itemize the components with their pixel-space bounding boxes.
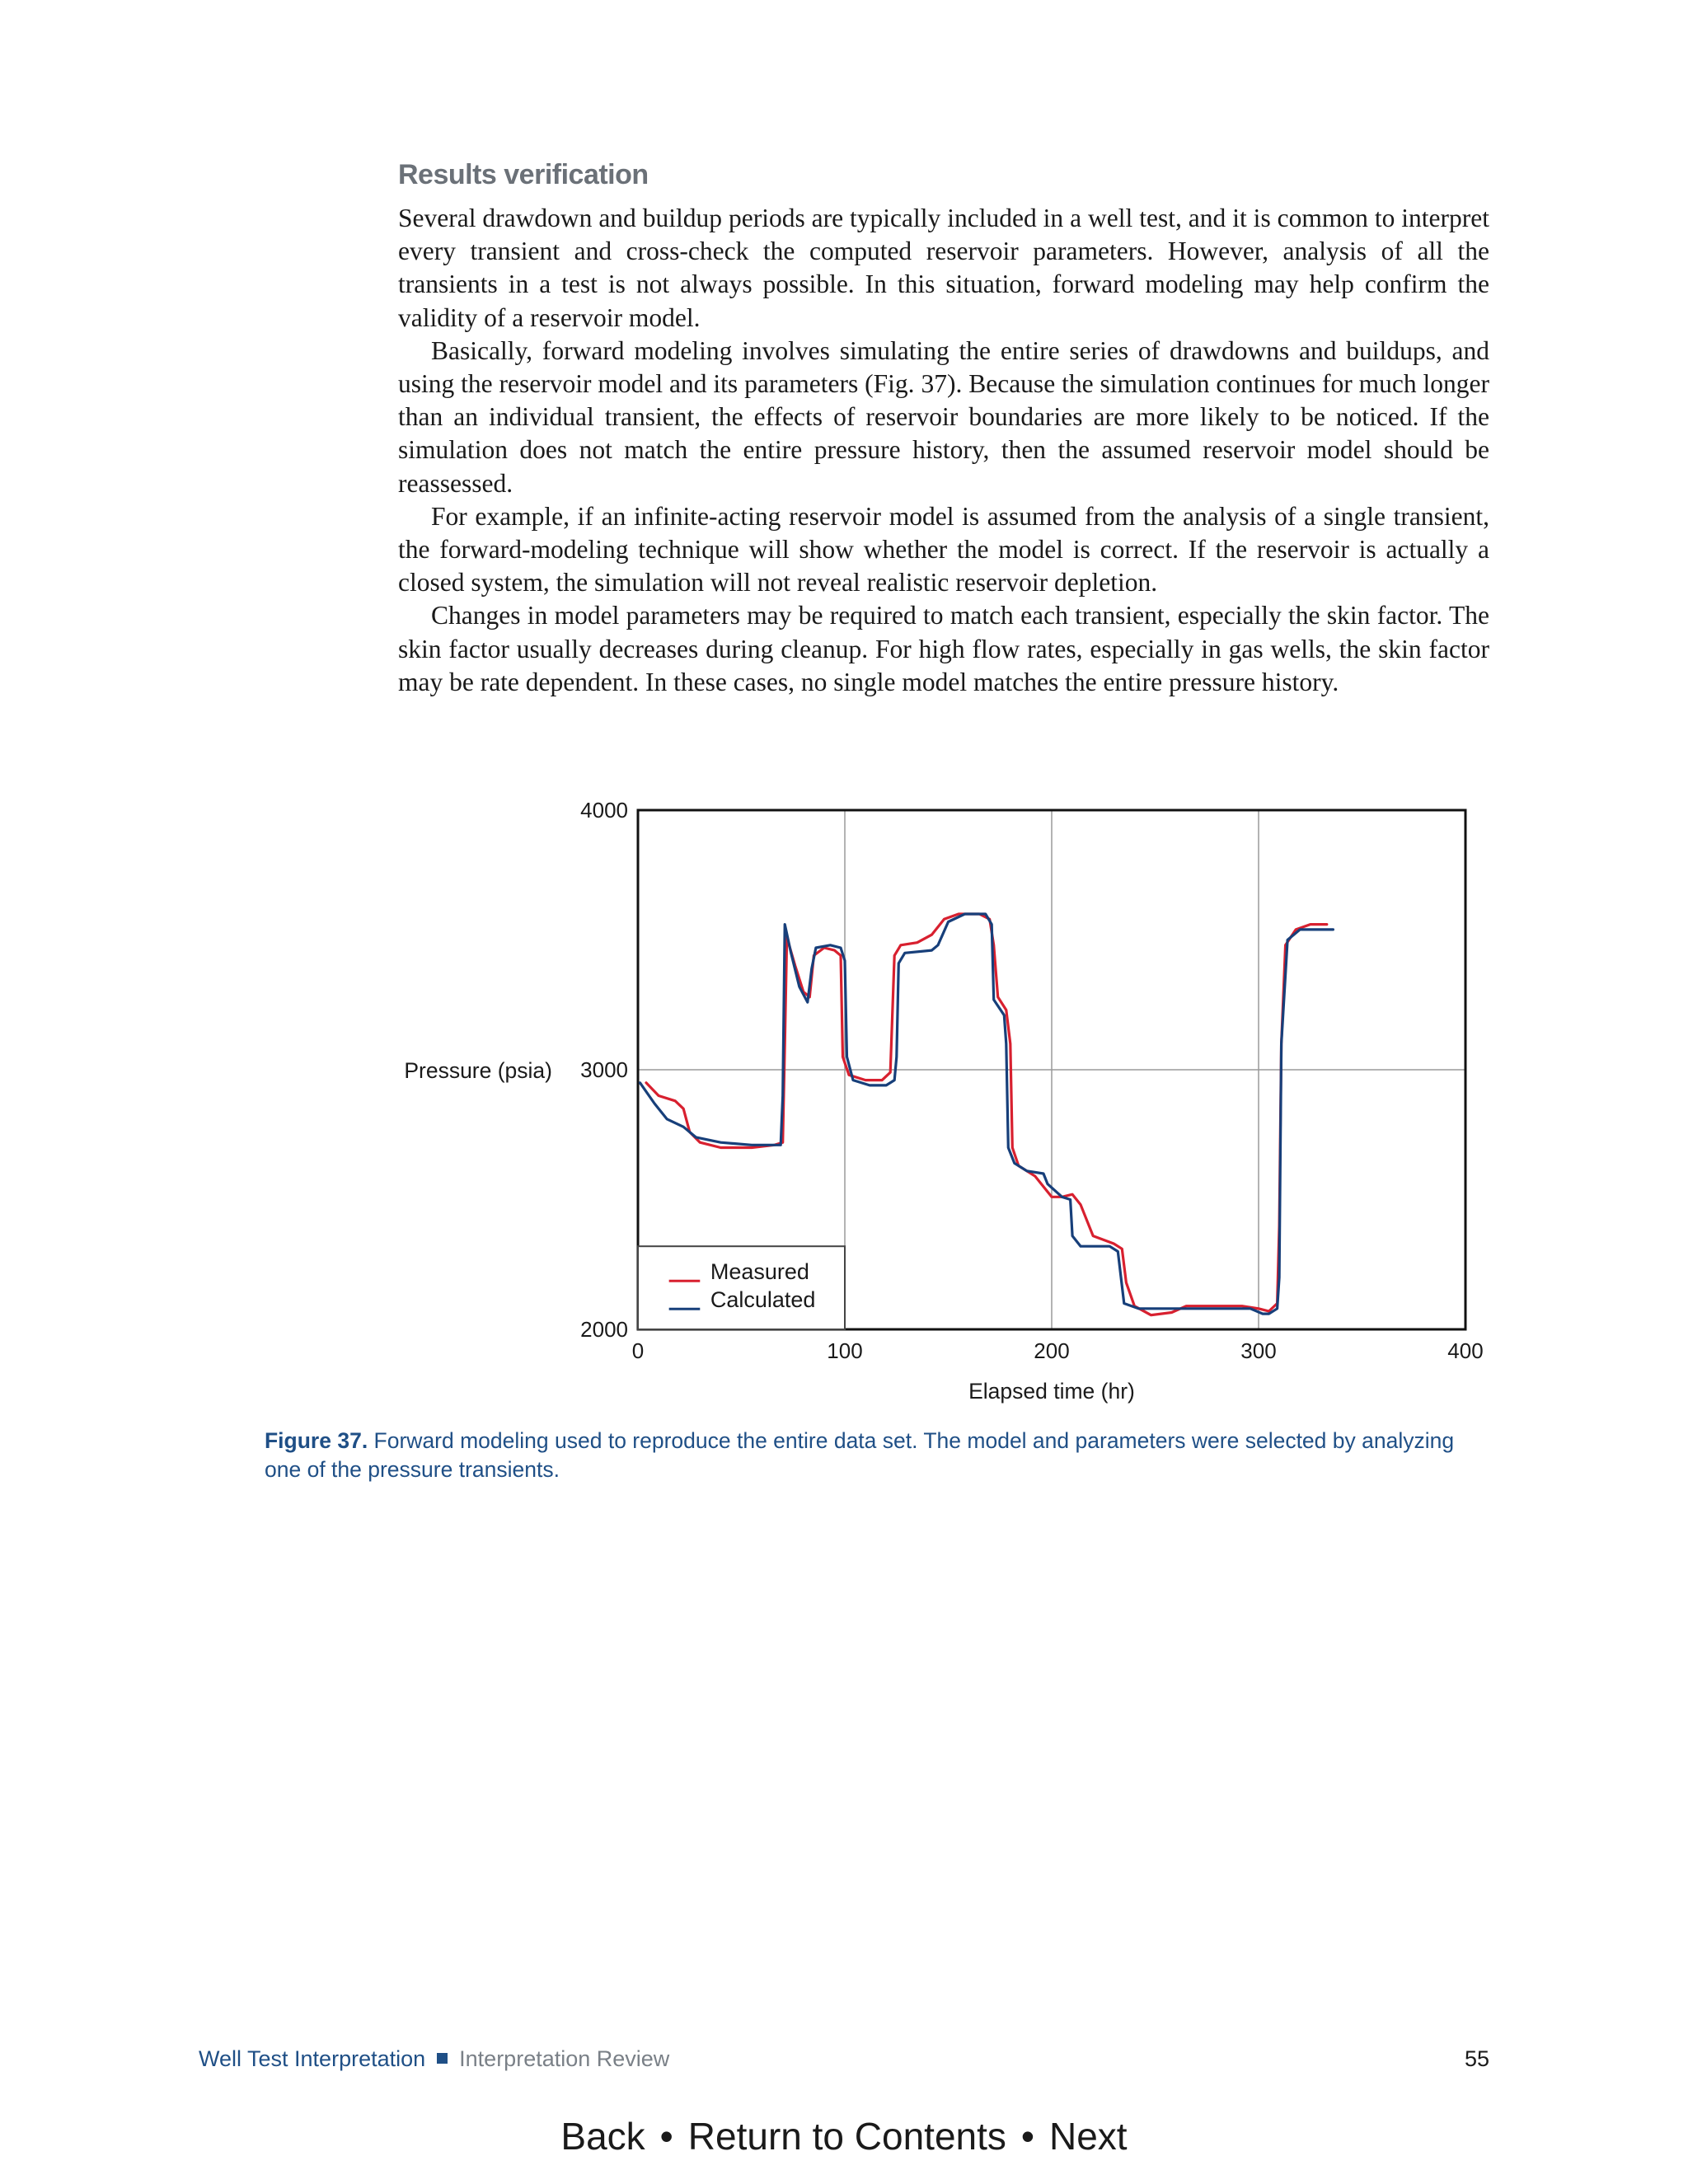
paragraph-1: Several drawdown and buildup periods are typically included in a well test, and it is common to interpret every transient and cross-check the computed reservoir parameters. However, analysis of all the transients in a test is not always possible. In this situation, forward modeling may help confirm the validity of a reservoir model. (398, 204, 1489, 332)
next-link[interactable]: Next (1049, 2115, 1128, 2158)
footer-book-title: Well Test Interpretation (199, 2046, 426, 2071)
x-tick-label: 200 (1034, 1338, 1070, 1363)
nav-separator: • (659, 2115, 673, 2158)
footer-section-name: Interpretation Review (459, 2046, 670, 2071)
page-navigation (0, 2114, 1688, 2158)
legend-label-measured: Measured (710, 1259, 809, 1285)
y-tick-label: 4000 (580, 798, 628, 823)
y-tick-label: 3000 (580, 1057, 628, 1082)
legend (638, 1246, 845, 1329)
y-tick-label: 2000 (580, 1317, 628, 1342)
paragraph-3: For example, if an infinite-acting reservoir model is assumed from the analysis of a single transient, the forward-modeling technique will show whether the model is correct. If the reservoir is actually a closed system, the simulation will not reveal realistic reservoir depletion. (398, 501, 1489, 598)
figure-caption (265, 1427, 1484, 1484)
x-tick-label: 400 (1447, 1338, 1484, 1363)
page-number: 55 (1464, 2046, 1489, 2071)
page-footer (199, 2046, 1489, 2072)
figure-label: Figure 37. (265, 1428, 368, 1453)
x-tick-label: 100 (827, 1338, 863, 1363)
footer-square-separator-icon (437, 2053, 448, 2064)
figure-caption-text: Forward modeling used to reproduce the entire data set. The model and parameters were selected by analyzing one of the pressure transients. (265, 1428, 1455, 1482)
paragraph-2: Basically, forward modeling involves simulating the entire series of drawdowns and buildups, and using the reservoir model and its parameters (Fig. 37). Because the simulation continues for much longer than an individual transient, the effects of reservoir boundaries are more likely to be noticed. If the simulation does not match the entire pressure history, then the assumed reservoir model should be reassessed. (398, 335, 1489, 498)
nav-separator: • (1020, 2115, 1034, 2158)
x-axis-label: Elapsed time (hr) (968, 1379, 1135, 1404)
back-link[interactable]: Back (560, 2115, 645, 2158)
section-heading: Results verification (398, 159, 649, 190)
x-tick-label: 300 (1240, 1338, 1277, 1363)
x-tick-label: 0 (631, 1338, 645, 1363)
legend-label-calculated: Calculated (710, 1287, 816, 1313)
return-to-contents-link[interactable]: Return to Contents (687, 2115, 1006, 2158)
y-axis-label: Pressure (psia) (404, 1058, 552, 1083)
paragraph-4: Changes in model parameters may be required to match each transient, especially the skin factor. The skin factor usually decreases during cleanup. For high flow rates, especially in gas wells, the skin factor may be rate dependent. In these cases, no single model matches the entire pressure history. (398, 601, 1489, 696)
